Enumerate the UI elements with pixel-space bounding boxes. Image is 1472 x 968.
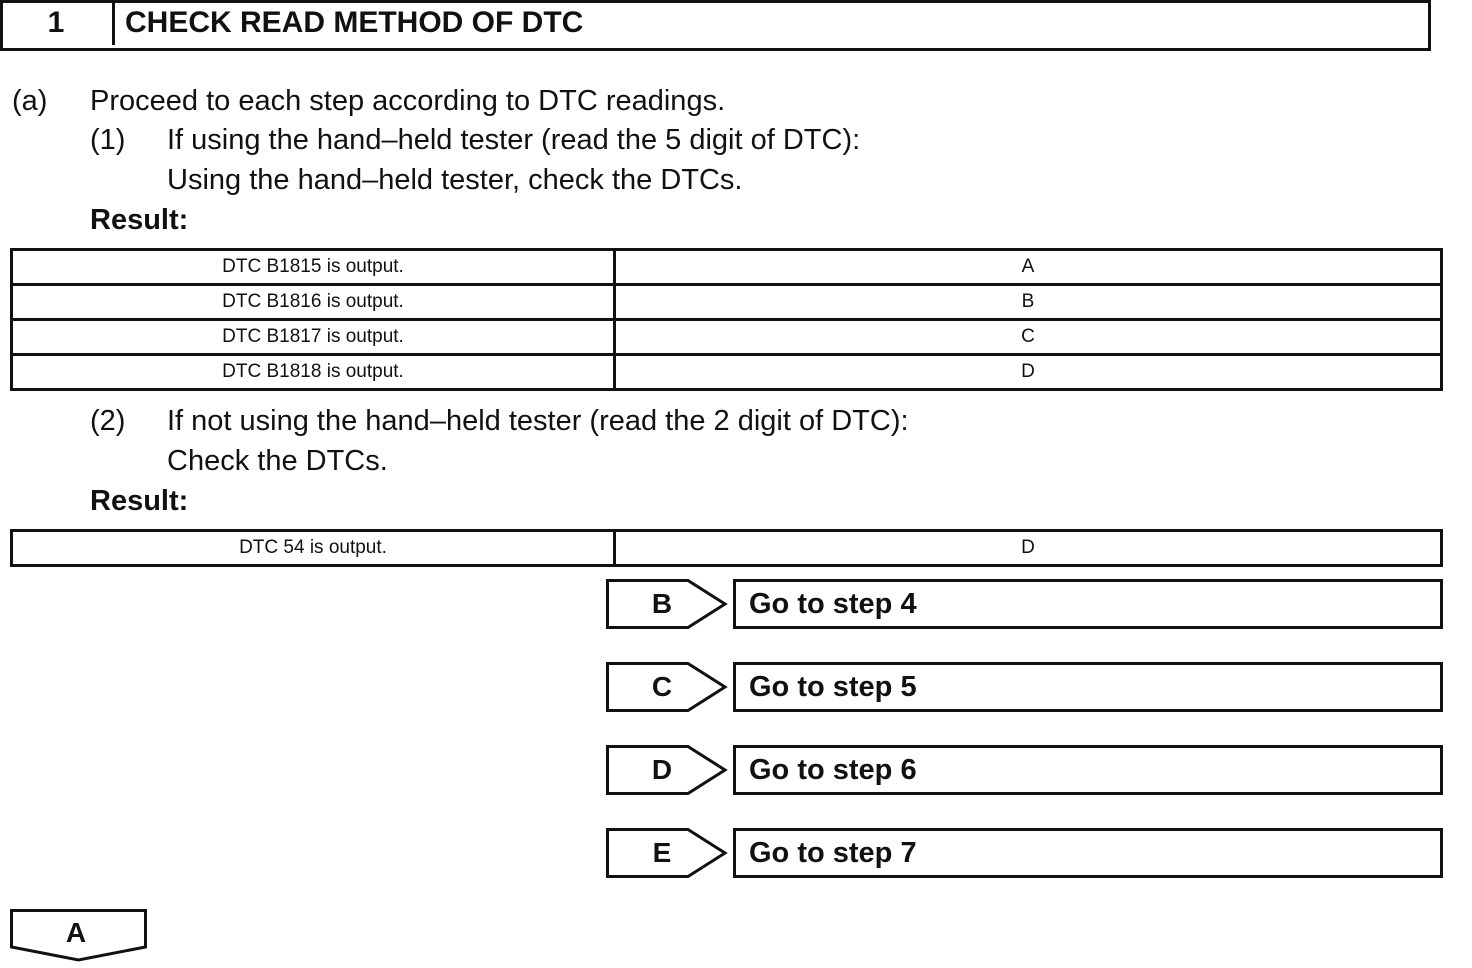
- outcome-label: E: [652, 837, 672, 868]
- condition-cell: DTC B1816 is output.: [12, 285, 615, 320]
- sub1-line1: If using the hand–held tester (read the 5 digit of DTC):: [167, 124, 861, 156]
- table-row: [12, 250, 1442, 285]
- outcome-label: C: [651, 671, 673, 702]
- instruction-marker: (a): [12, 85, 48, 117]
- table-row: [12, 285, 1442, 320]
- sub1-result-label: Result:: [90, 204, 189, 236]
- outcome-tab-d[interactable]: [606, 745, 728, 795]
- result-table-5digit: [10, 248, 1443, 391]
- result-table-2digit: [10, 529, 1443, 567]
- goto-step-box[interactable]: Go to step 7: [733, 828, 1443, 878]
- outcome-label: B: [651, 588, 673, 619]
- goto-step-box[interactable]: Go to step 5: [733, 662, 1443, 712]
- continue-arrow-a[interactable]: [10, 909, 148, 963]
- sub1-line2: Using the hand–held tester, check the DTCs.: [167, 164, 743, 196]
- step-title: CHECK READ METHOD OF DTC: [125, 6, 584, 39]
- outcome-tab-b[interactable]: [606, 579, 728, 629]
- condition-cell: DTC B1818 is output.: [12, 355, 615, 390]
- instruction-text: Proceed to each step according to DTC readings.: [90, 85, 726, 117]
- condition-cell: DTC B1817 is output.: [12, 320, 615, 355]
- sub2-result-label: Result:: [90, 485, 189, 517]
- condition-cell: DTC 54 is output.: [12, 531, 615, 566]
- sub1-marker: (1): [90, 124, 126, 156]
- outcome-tab-c[interactable]: [606, 662, 728, 712]
- sub2-line1: If not using the hand–held tester (read the 2 digit of DTC):: [167, 405, 909, 437]
- result-cell: A: [615, 250, 1442, 285]
- result-cell: B: [615, 285, 1442, 320]
- sub2-line2: Check the DTCs.: [167, 445, 388, 477]
- condition-cell: DTC B1815 is output.: [12, 250, 615, 285]
- table-row: [12, 531, 1442, 566]
- sub2-marker: (2): [90, 405, 126, 437]
- result-cell: D: [615, 355, 1442, 390]
- outcome-label: D: [651, 754, 673, 785]
- goto-step-box[interactable]: Go to step 4: [733, 579, 1443, 629]
- result-cell: C: [615, 320, 1442, 355]
- step-header: [0, 0, 1431, 51]
- goto-step-box[interactable]: Go to step 6: [733, 745, 1443, 795]
- table-row: [12, 320, 1442, 355]
- outcome-tab-e[interactable]: [606, 828, 728, 878]
- step-number: 1: [0, 0, 115, 45]
- result-cell: D: [615, 531, 1442, 566]
- table-row: [12, 355, 1442, 390]
- continue-label: A: [65, 917, 87, 948]
